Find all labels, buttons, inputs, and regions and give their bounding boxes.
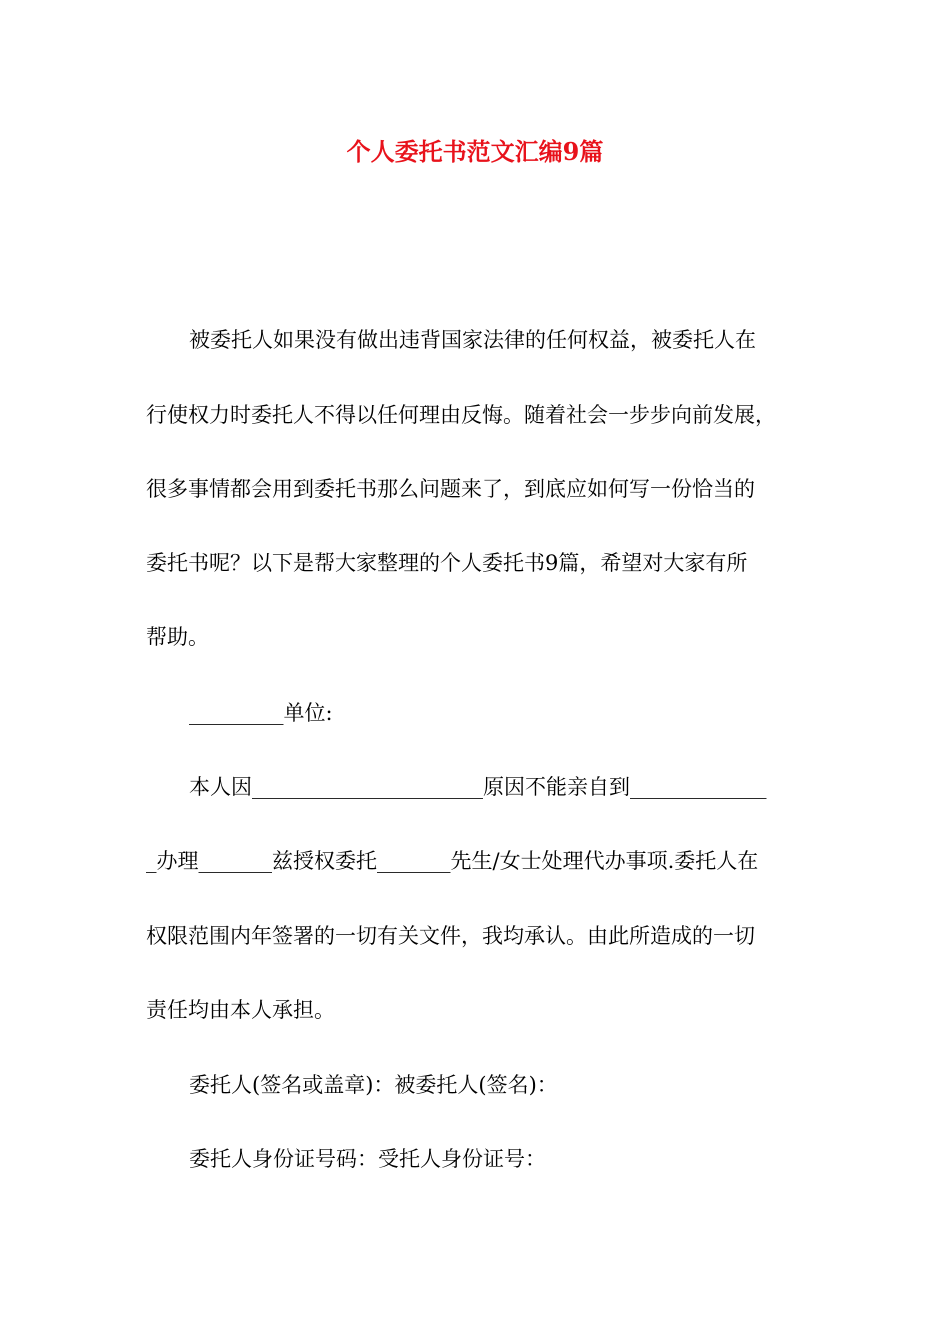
paragraph-line-4: 委托书呢？以下是帮大家整理的个人委托书9篇，希望对大家有所 bbox=[146, 551, 748, 575]
signature-line: 委托人(签名或盖章)：被委托人(签名)： bbox=[189, 1073, 558, 1097]
id-number-line: 委托人身份证号码：受托人身份证号： bbox=[189, 1147, 546, 1171]
paragraph-line-2: 行使权力时委托人不得以任何理由反悔。随着社会一步步向前发展， bbox=[146, 403, 776, 427]
paragraph-line-1: 被委托人如果没有做出违背国家法律的任何权益，被委托人在 bbox=[189, 328, 756, 352]
body-line-1: 本人因______________________原因不能亲自到_____________ bbox=[189, 775, 767, 799]
body-line-4: 责任均由本人承担。 bbox=[146, 998, 335, 1022]
paragraph-line-5: 帮助。 bbox=[146, 625, 209, 649]
unit-line: _________单位: bbox=[189, 701, 333, 725]
paragraph-line-3: 很多事情都会用到委托书那么问题来了，到底应如何写一份恰当的 bbox=[146, 477, 755, 501]
document-title: 个人委托书范文汇编9篇 bbox=[346, 137, 604, 166]
body-line-2: _办理_______兹授权委托_______先生/女士处理代办事项.委托人在 bbox=[146, 849, 759, 873]
body-line-3: 权限范围内年签署的一切有关文件，我均承认。由此所造成的一切 bbox=[146, 924, 755, 948]
